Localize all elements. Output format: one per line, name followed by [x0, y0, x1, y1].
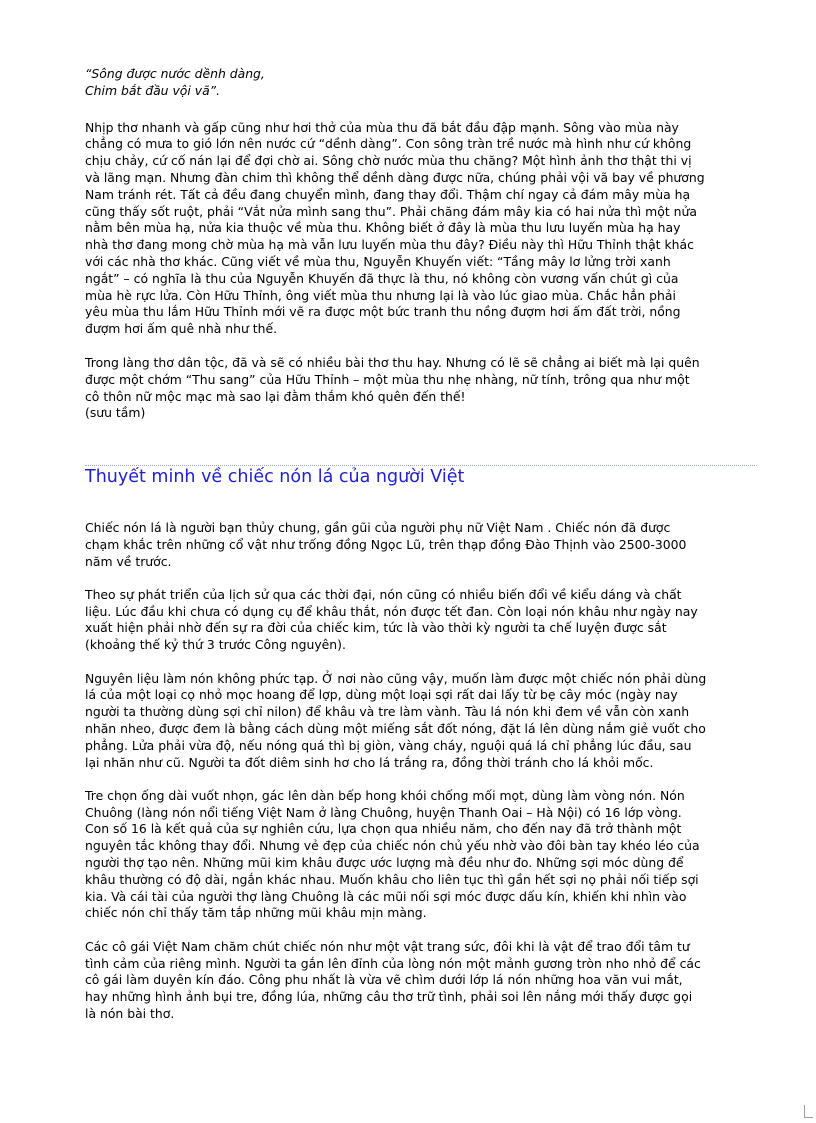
- body-paragraph-4: Tre chọn ống dài vuốt nhọn, gác lên dàn bếp hong khói chống mối mọt, dùng làm vòng nón. Nón Chuông (làng nón nổi tiếng Việt Nam ở làng Chuông, huyện Thanh Oai – Hà Nội) có 16 lớp vòng. Con số 16 là kết quả của sự nghiên cứu, lựa chọn qua nhiều năm, cho đến nay đã trở thành một nguyên tắc không thay đổi. Nhưng vẻ đẹp của chiếc nón chủ yếu nhờ vào đôi bàn tay khéo léo của người thợ tạo nên. Những mũi kim khâu được ước lượng mà đều như đo. Những sợi móc dùng để khâu thường có độ dài, ngắn khác nhau. Muốn khâu cho liên tục thì gần hết sợi nọ phải nối tiếp sợi kia. Và cái tài của người thợ làng Chuông là các mũi nối sợi móc được dấu kín, khiến khi nhìn vào chiếc nón chỉ thấy tăm tắp những mũi khâu mịn màng.: [85, 787, 700, 921]
- body-paragraph-5: Các cô gái Việt Nam chăm chút chiếc nón như một vật trang sức, đôi khi là vật để trao đổi tâm tư tình cảm của riêng mình. Người ta gắn lên đỉnh của lòng nón một mảnh gương tròn nho nhỏ để các cô gái làm duyên kín đáo. Công phu nhất là vừa vẽ chìm dưới lớp lá nón những hoa văn vui mắt, hay những hình ảnh bụi tre, đồng lúa, những câu thơ trữ tình, phải soi lên nắng mới thấy được gọi là nón bài thơ.: [85, 938, 701, 1021]
- analysis-paragraph-1: Nhịp thơ nhanh và gấp cũng như hơi thở của mùa thu đã bắt đầu đập mạnh. Sông vào mùa này chẳng có mưa to gió lớn nên nước cứ “dềnh dàng”. Con sông tràn trề nước mà hình như cứ không chịu chảy, cứ cố nán lại để đợi chờ ai. Sông chờ nước mùa thu chăng? Một hình ảnh thơ thật thi vị và lãng mạn. Nhưng đàn chim thì không thể dềnh dàng được nữa, chúng phải vội vã bay về phương Nam tránh rét. Tất cả đều đang chuyển mình, đang thay đổi. Thậm chí ngay cả đám mây mùa hạ cũng thấy sốt ruột, phải “Vắt nửa mình sang thu”. Phải chăng đám mây kia có hai nửa thì một nửa nằm bên mùa hạ, nửa kia thuộc về mùa thu. Không biết ở đây là mùa thu lưu luyến mùa hạ hay nhà thơ đang mong chờ mùa hạ mà vẫn lưu luyến mùa thu đây? Điều này thì Hữu Thỉnh thật khác với các nhà thơ khác. Cũng viết về mùa thu, Nguyễn Khuyến viết: “Tầng mây lơ lửng trời xanh ngắt” – có nghĩa là thu của Nguyễn Khuyến đã thực là thu, nó không còn vương vấn chút gì của mùa hè rực lửa. Còn Hữu Thỉnh, ông viết mùa thu nhưng lại là vào lúc giao mùa. Chắc hẳn phải yêu mùa thu lắm Hữu Thỉnh mới vẽ ra được một bức tranh thu nồng đượm hơi ấm đất trời, nồng đượm hơi ấm quê nhà như thế.: [85, 119, 705, 337]
- poem-quote: “Sông được nước dềnh dàng, Chim bắt đầu vội vã”.: [85, 66, 265, 98]
- body-paragraph-2: Theo sự phát triển của lịch sử qua các thời đại, nón cũng có nhiều biến đổi về kiểu dáng và chất liệu. Lúc đầu khi chưa có dụng cụ để khâu thắt, nón được tết đan. Còn loại nón khâu như ngày nay xuất hiện phải nhờ đến sự ra đời của chiếc kim, tức là vào thời kỳ người ta chế luyện được sắt (khoảng thế kỷ thứ 3 trước Công nguyên).: [85, 586, 698, 653]
- article-body: [85, 520, 757, 1023]
- article-continuation: [85, 66, 757, 422]
- page-corner-mark: [804, 1105, 813, 1118]
- section-heading: Thuyết minh về chiếc nón lá của người Việt: [85, 467, 465, 487]
- analysis-paragraph-2: Trong làng thơ dân tộc, đã và sẽ có nhiều bài thơ thu hay. Nhưng có lẽ sẽ chẳng ai biết mà lại quên được một chớm “Thu sang” của Hữu Thỉnh – một mùa thu nhẹ nhàng, nữ tính, trông qua như một cô thôn nữ mộc mạc mà sao lại đằm thắm khó quên đến thế! (sưu tầm): [85, 354, 700, 421]
- body-paragraph-1: Chiếc nón lá là người bạn thủy chung, gần gũi của người phụ nữ Việt Nam . Chiếc nón đã được chạm khắc trên những cổ vật như trống đồng Ngọc Lũ, trên thạp đồng Đào Thịnh vào 2500-3000 năm về trước.: [85, 520, 687, 569]
- body-paragraph-3: Nguyên liệu làm nón không phức tạp. Ở nơi nào cũng vậy, muốn làm được một chiếc nón phải dùng lá của một loại cọ nhỏ mọc hoang để lợp, dùng một loại sợi rất dai lấy từ bẹ cây móc (ngày nay người ta thường dùng sợi chỉ nilon) để khâu và tre làm vành. Tàu lá nón khi đem về vẫn còn xanh nhăn nheo, được đem là bằng cách dùng một miếng sắt đốt nóng, đặt lá lên dùng nắm giẻ vuốt cho phẳng. Lửa phải vừa độ, nếu nóng quá thì bị giòn, vàng cháy, nguội quá lá chỉ phẳng lúc đầu, sau lại nhăn như cũ. Người ta đốt diêm sinh hơ cho lá trắng ra, đồng thời tránh cho lá khỏi mốc.: [85, 670, 707, 770]
